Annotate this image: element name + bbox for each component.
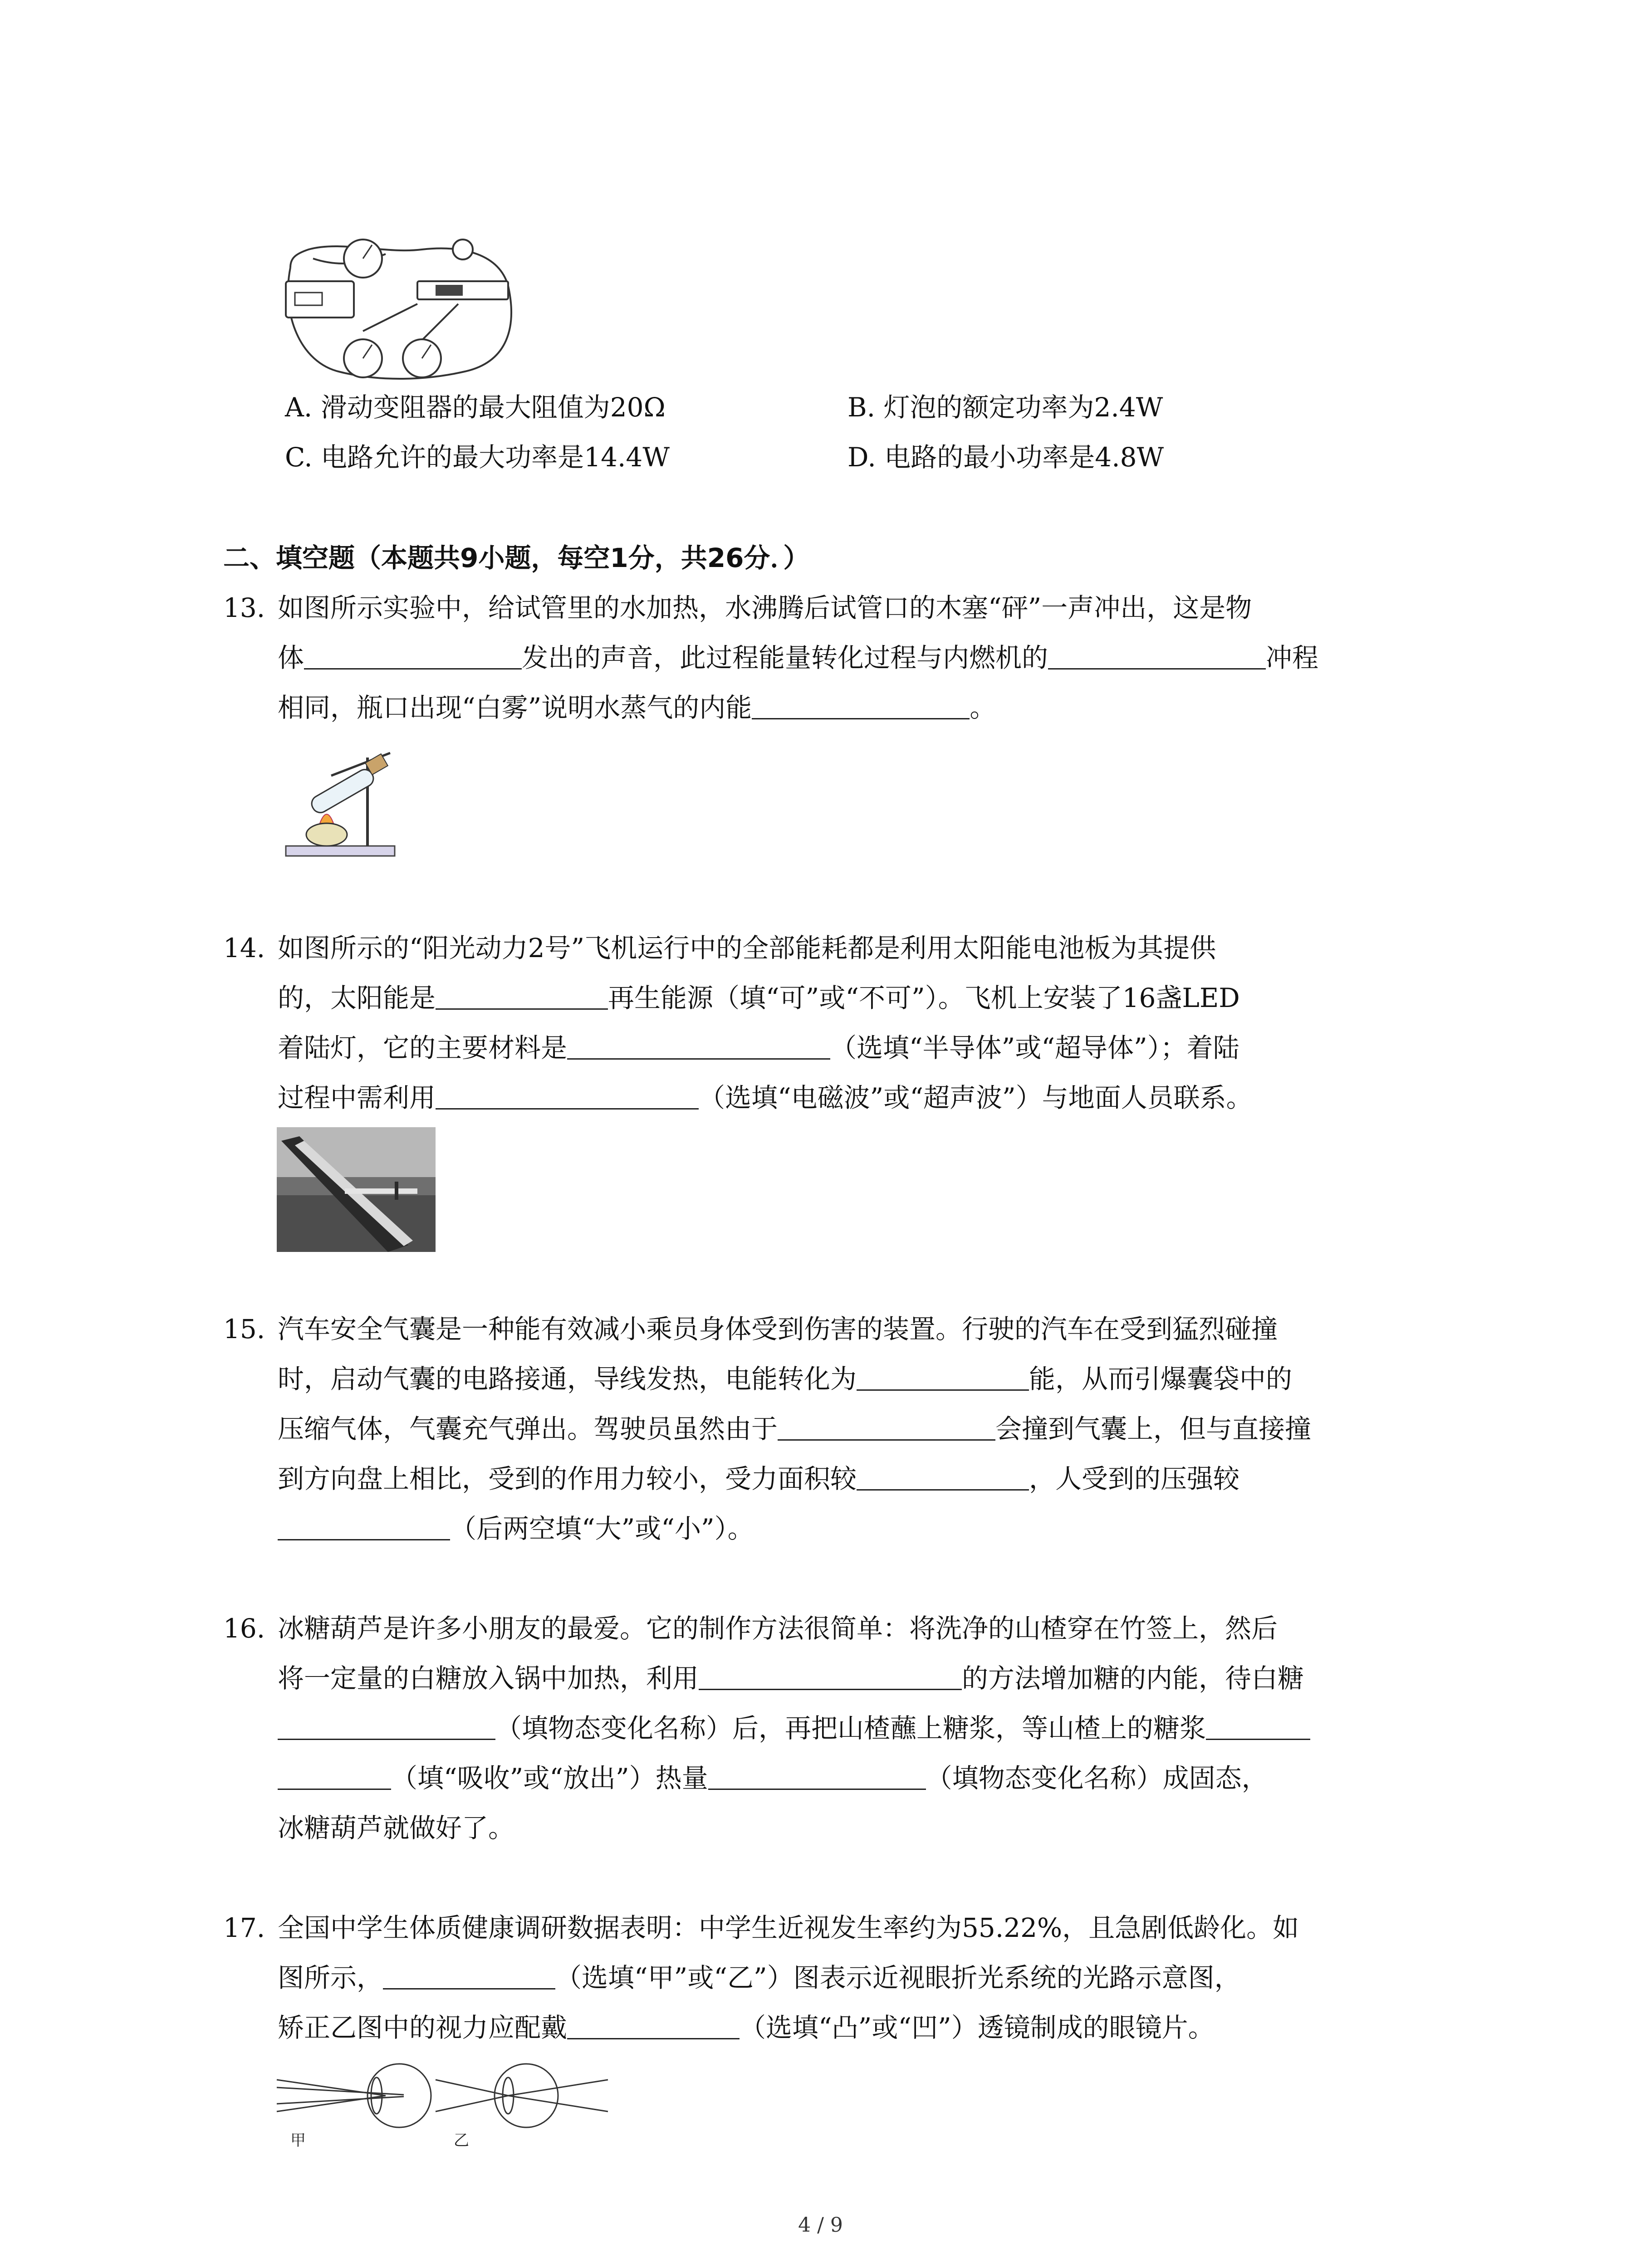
circuit-figure [272,213,526,390]
fig-label-right: 乙 [454,2131,469,2150]
answer-blank[interactable] [1048,641,1266,670]
q14-text: 着陆灯，它的主要材料是 [278,1032,568,1063]
question-15-number: 15. [223,1314,265,1344]
q16-line3 [278,1710,1310,1746]
answer-blank[interactable] [567,2011,740,2039]
q15-text: ，人受到的压强较 [1029,1463,1240,1494]
q14-line3 [278,1030,1239,1066]
q15-text: 压缩气体，气囊充气弹出。驾驶员虽然由于 [278,1413,778,1444]
q13-text: 发出的声音，此过程能量转化过程与内燃机的 [522,642,1048,673]
q17-text: （选填“甲”或“乙”）图表示近视眼折光系统的光路示意图， [555,1962,1241,1993]
q14-text: 的，太阳能是 [278,982,436,1013]
q16-text: 将一定量的白糖放入锅中加热，利用 [278,1663,699,1694]
q16-line4 [278,1760,1268,1796]
q17-line1: 全国中学生体质健康调研数据表明：中学生近视发生率约为55.22%，且急剧低龄化。如 [278,1912,1299,1943]
q15-line5 [278,1510,754,1547]
q13-text: 。 [970,692,996,723]
q17-text: 图所示， [278,1962,383,1993]
q14-line2 [278,980,1240,1016]
q15-line3 [278,1411,1311,1447]
page-number: 4 / 9 [798,2214,843,2237]
q15-line1: 汽车安全气囊是一种能有效减小乘员身体受到伤害的装置。行驶的汽车在受到猛烈碰撞 [278,1314,1278,1344]
answer-blank[interactable] [436,981,608,1010]
q15-text: 到方向盘上相比，受到的作用力较小，受力面积较 [278,1463,857,1494]
q17-line2 [278,1960,1241,1996]
q15-text: （后两空填“大”或“小”）。 [450,1513,754,1544]
q13-line2 [278,640,1318,676]
q17-text: （选填“凸”或“凹”）透镜制成的眼镜片。 [740,2012,1215,2043]
solar-plane-photo [277,1127,436,1252]
q16-text: （填物态变化名称）成固态， [926,1763,1268,1794]
question-14-number: 14. [223,933,265,963]
q15-line4 [278,1461,1239,1497]
q15-text: 时，启动气囊的电路接通，导线发热，电能转化为 [278,1364,857,1394]
q17-line3 [278,2009,1215,2046]
answer-blank[interactable] [383,1961,555,1989]
answer-blank[interactable] [857,1462,1029,1491]
q14-text: 再生能源（填“可”或“不可”）。飞机上安装了16盏LED [608,982,1240,1013]
q13-text: 冲程 [1266,642,1319,673]
q17-text: 矫正乙图中的视力应配戴 [278,2012,568,2043]
question-16-number: 16. [223,1613,265,1644]
answer-blank[interactable] [857,1362,1029,1391]
answer-blank[interactable] [778,1412,995,1441]
q14-line4 [278,1080,1253,1116]
section-heading: 二、填空题（本题共9小题，每空1分，共26分．） [223,543,810,573]
answer-blank[interactable] [752,691,970,719]
q13-text: 相同，瓶口出现“白雾”说明水蒸气的内能 [278,692,752,723]
answer-blank[interactable] [567,1031,830,1060]
q13-line3 [278,689,996,726]
question-13-number: 13. [223,592,265,623]
option-d: D. 电路的最小功率是4.8W [847,442,1164,473]
answer-blank[interactable] [278,1711,495,1740]
answer-blank[interactable] [278,1512,450,1540]
option-b: B. 灯泡的额定功率为2.4W [847,392,1163,423]
q14-line1: 如图所示的“阳光动力2号”飞机运行中的全部能耗都是利用太阳能电池板为其提供 [278,933,1216,963]
q15-text: 能，从而引爆囊袋中的 [1029,1364,1293,1394]
answer-blank[interactable] [304,641,522,670]
q13-text: 体 [278,642,304,673]
answer-blank[interactable] [278,1761,391,1790]
q16-text: （填“吸收”或“放出”）热量 [391,1763,708,1794]
eye-diagram [272,2055,617,2155]
option-a: A. 滑动变阻器的最大阻值为20Ω [285,392,666,423]
q16-line2 [278,1660,1304,1696]
option-c: C. 电路允许的最大功率是14.4W [285,442,670,473]
q16-text: （填物态变化名称）后，再把山楂蘸上糖浆，等山楂上的糖浆 [495,1713,1206,1744]
question-17-number: 17. [223,1912,265,1943]
answer-blank[interactable] [699,1662,962,1690]
test-tube-figure [277,739,413,862]
q14-text: （选填“半导体”或“超导体”）；着陆 [830,1032,1239,1063]
q16-line1: 冰糖葫芦是许多小朋友的最爱。它的制作方法很简单：将洗净的山楂穿在竹签上，然后 [278,1613,1278,1644]
q15-line2 [278,1361,1292,1397]
q14-text: 过程中需利用 [278,1082,436,1113]
q15-text: 会撞到气囊上，但与直接撞 [995,1413,1312,1444]
fig-label-left: 甲 [290,2131,306,2150]
q13-line1: 如图所示实验中，给试管里的水加热，水沸腾后试管口的木塞“砰”一声冲出，这是物 [278,592,1252,623]
answer-blank[interactable] [708,1761,926,1790]
q16-text: 的方法增加糖的内能，待白糖 [962,1663,1304,1694]
q14-text: （选填“电磁波”或“超声波”）与地面人员联系。 [699,1082,1253,1113]
answer-blank[interactable] [436,1081,699,1110]
q16-line5: 冰糖葫芦就做好了。 [278,1813,515,1843]
answer-blank[interactable] [1206,1711,1310,1740]
